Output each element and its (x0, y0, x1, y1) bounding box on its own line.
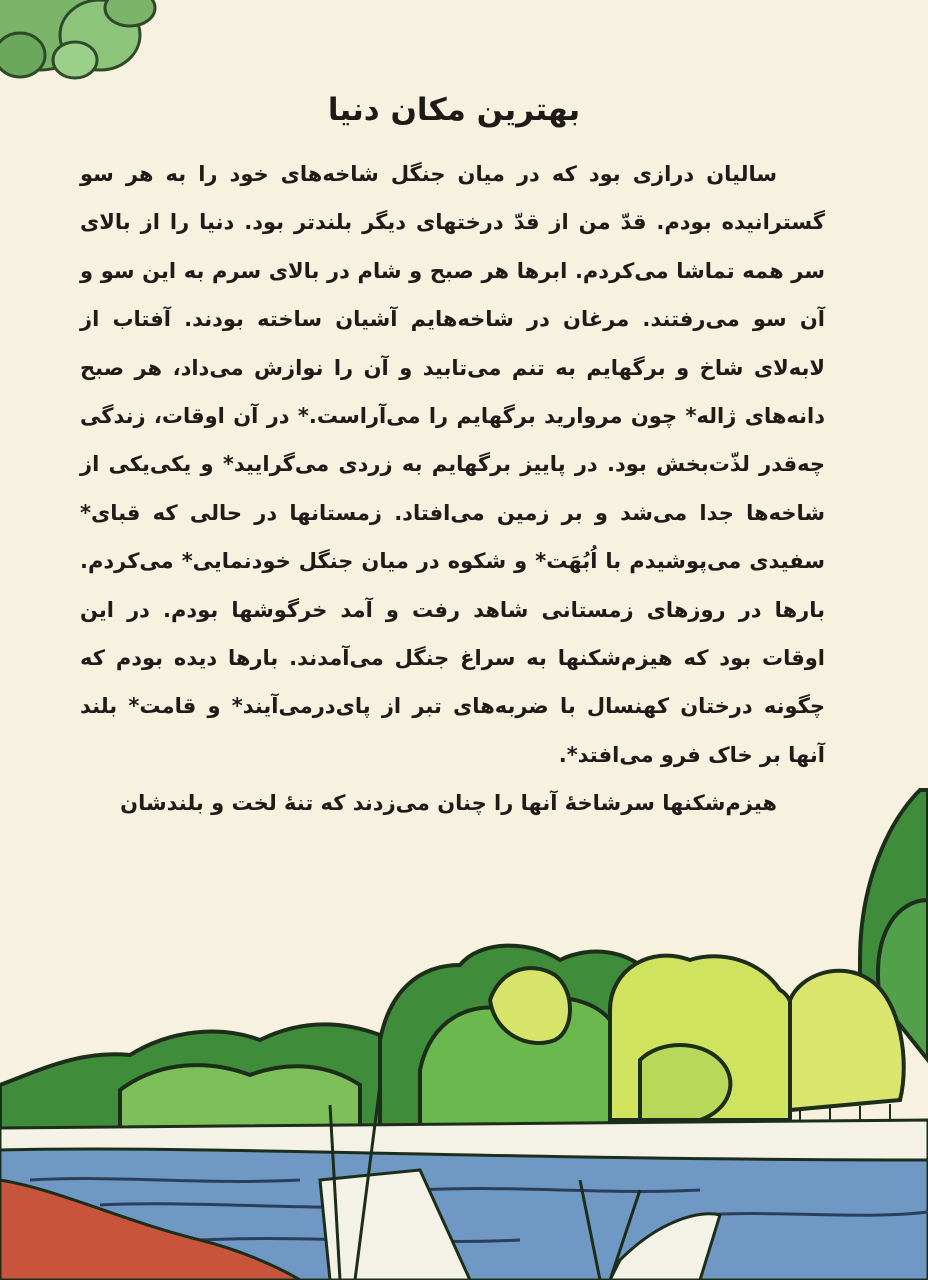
paragraph-2: هیزم‌شکنها سرشاخهٔ آنها را چنان می‌زدند که تنهٔ لخت و بلندشان (120, 791, 777, 816)
story-text (80, 150, 825, 828)
top-left-foliage (0, 0, 155, 78)
paragraph-1: سالیان درازی بود که در میان جنگل شاخه‌های خود را به هر سو گسترانیده بودم. قدّ من از قدّ درختهای دیگر بلندتر بود. دنیا را از بالای سر همه تماشا می‌کردم. ابرها هر صبح و شام در بالای سرم به این سو و آن سو می‌رفتند. مرغان در شاخه‌هایم آشیان ساخته بودند. آفتاب از لابه‌لای شاخ و برگهایم به تنم می‌تابید و آن را نوازش می‌داد، هر صبح دانه‌های ژاله* چون مروارید برگهایم را می‌آراست.* در آن اوقات، زندگی چه‌قدر لذّت‌بخش بود. در پاییز برگهایم به زردی می‌گرایید* و یکی‌یکی از شاخه‌ها جدا می‌شد و بر زمین می‌افتاد. زمستانها در حالی که قبای* سفیدی می‌پوشیدم با اُبُهَت* و شکوه در میان جنگل خودنمایی* می‌کردم. بارها در روزهای زمستانی شاهد رفت و آمد خرگوشها بودم. در این اوقات بود که هیزم‌شکنها به سراغ جنگل می‌آمدند. بارها دیده بودم که چگونه درختان کهنسال با ضربه‌های تبر از پای‌درمی‌آیند* و قامت* بلند آنها بر خاک فرو می‌افتد*. (80, 162, 825, 767)
page-title: بهترین مکان دنیا (327, 92, 581, 128)
tree-line (0, 946, 904, 1130)
